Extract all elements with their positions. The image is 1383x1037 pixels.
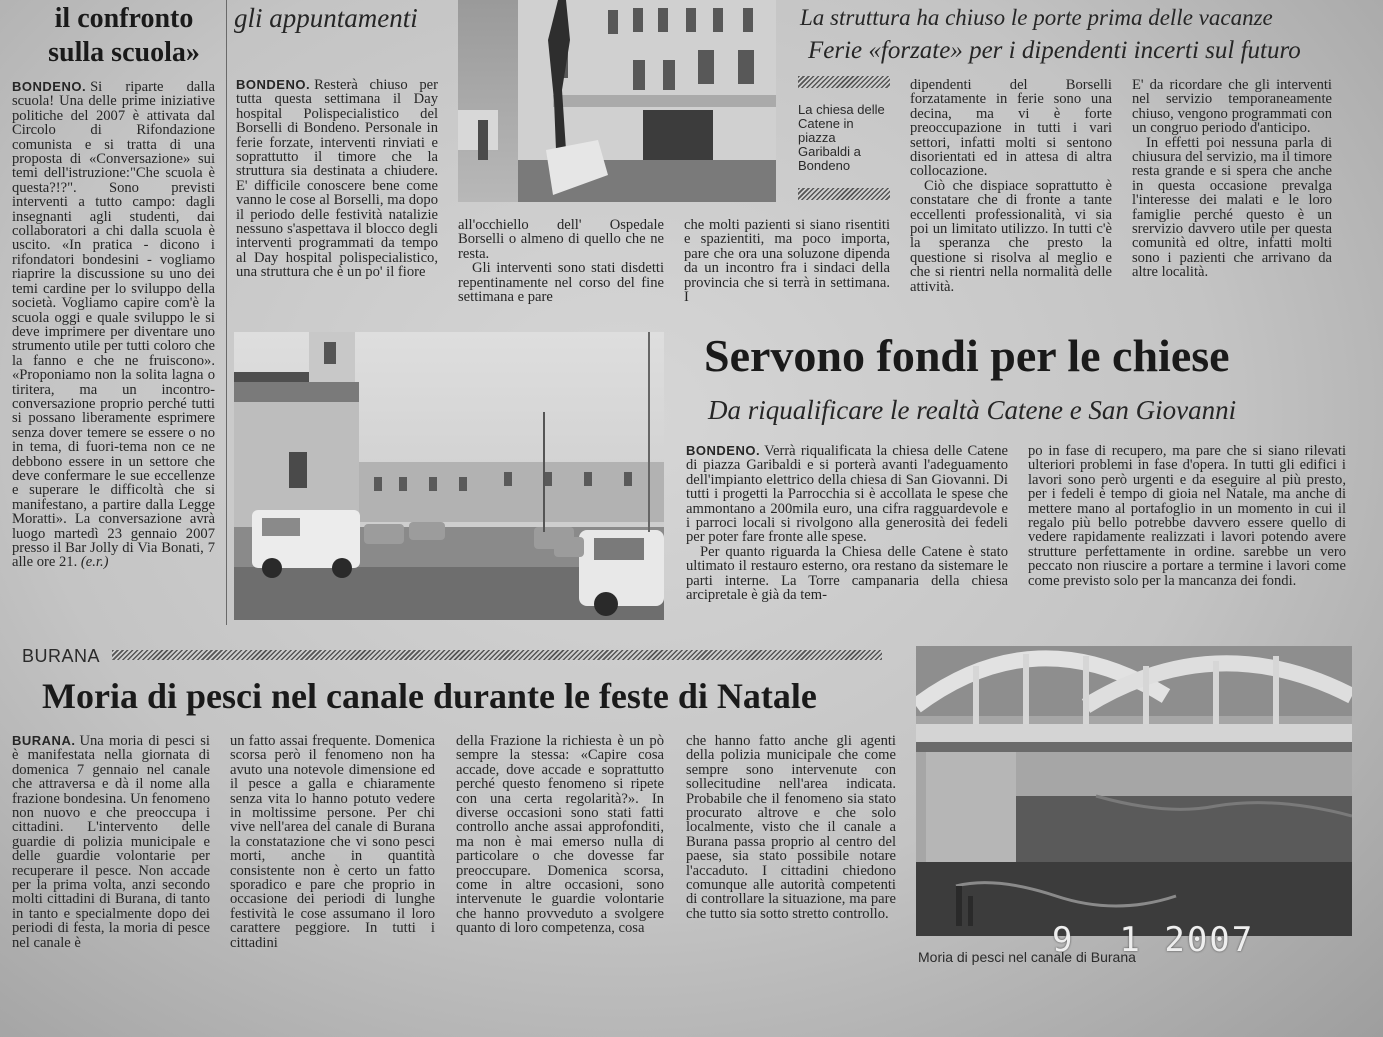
photo-chiesa-catene xyxy=(458,0,776,202)
churches-subhead: Da riqualificare le realtà Catene e San Giovanni xyxy=(708,395,1237,425)
top-middle-headline: gli appuntamenti xyxy=(234,3,418,33)
top-right-headline: Ferie «forzate» per i dipendenti incerti sul futuro xyxy=(808,37,1301,64)
caption-hatch xyxy=(798,76,890,88)
section-rule xyxy=(112,650,882,660)
dateline: BURANA. xyxy=(12,734,76,748)
signature: (e.r.) xyxy=(80,554,109,571)
top-left-headline xyxy=(44,2,204,70)
bridge-photo-art xyxy=(916,646,1352,936)
column-rule xyxy=(226,0,227,625)
top-right-kicker: La struttura ha chiuso le porte prima delle vacanze xyxy=(800,5,1273,30)
caption-hatch xyxy=(798,188,890,200)
headline-line: sulla scuola» xyxy=(48,37,200,68)
borselli-col-2 xyxy=(458,218,664,306)
article-text: della Frazione la richiesta è un pò sempre la stessa: «Capire cosa accade, dove accade e soprattutto perché questo fenomeno si ripete con una certa regolarità?». In diverse occasioni sono stati fatti controllo anche assai approfonditi, ma non è mai emerso nulla di particolare o che dovesse far preoccupare. Domenica scorsa, come in altre occasioni, sono intervenute le guardie volontarie che hanno provveduto a svolgere quanto di loro competenza, cosa xyxy=(456,734,664,937)
article-text: In effetti poi nessuna parla di chiusura del servizio, ma il timore resta grande e si spera che anche in questa occasione prevalga l'interesse dei malati e le loro famiglie perché questo è un srervizio davvero utile per questa comunità ed oltre, infatti molti sono i pazienti che arrivano da altre località. xyxy=(1132,134,1332,281)
article-text: che molti pazienti si siano risentiti e spazientiti, ma poco importa, pare che ora una soluzone dipenda da un incontro fra i sindaci della provincia che si terrà in settimana. I xyxy=(684,218,890,306)
borselli-col-5 xyxy=(1132,78,1332,306)
borselli-col-4 xyxy=(910,78,1112,306)
dateline: BONDENO. xyxy=(686,444,761,458)
borselli-col-1 xyxy=(236,78,438,306)
photo-canale-burana xyxy=(916,646,1352,936)
article-text: Ciò che dispiace soprattutto è constatare che di fronte a tante eccellenti professionalità, vi sia poi un limitato utilizzo. In tutti c'è la speranza che presto la questione si risolva al meglio e che si rientri nella normalità delle attività. xyxy=(910,177,1112,295)
article-text: Si riparte dalla scuola! Una delle prime iniziative politiche del 2007 è attivata dal Circolo di Rifondazione comunista e si tratta di una proposta di «Conversazione» sui temi dell'istruzione:"Che scuola è questa?!?". Sono previsti interventi a tutto campo: dagli insegnanti agli studenti, dai collaboratori a chi dalla scuola è uscito. «In pratica - dicono i rifondatori bondesini - vogliamo riaprire la discussione su uno dei temi cardine per lo sviluppo della società. Vogliamo capire com'è la scuola oggi e quale sviluppo le si deve imprimere per diventare uno strumento utile per tutti coloro che la fanno e che ne fruiscono». «Proponiamo non la solita lagna o tiritera, ma un incontro-conversazione proprio perché tutti si possano liberamente esprimere senza dover temere se essere o no in tema, di fuori-tema non ce ne debbono essere in un settore che deve confermare le sue eccellenze e superare le difficoltà che si manifestano, a partire dalla Legge Moratti». La conversazione avrà luogo martedì 23 gennaio 2007 presso il Bar Jolly di Via Bonati, 7 alle ore 21. xyxy=(12,80,215,571)
date-stamp: 9 1 2007 xyxy=(1052,920,1255,960)
statue-photo-art xyxy=(458,0,776,202)
borselli-col-3 xyxy=(684,218,890,306)
article-text: Resterà chiuso per tutta questa settimana il Day hospital Polispecialistico del Borselli di Bondeno. Personale in ferie forzate, interventi rinviati e soprattutto il timore che la struttura sia destinata a chiudere. E' difficile conoscere bene come vanno le cose al Borselli, ma dopo il periodo delle festività natalizie nessuno s'aspettava il blocco degli interventi programmati da tempo al Day hospital polispecialistico, una struttura che è un po' il fiore xyxy=(236,78,438,281)
top-left-body xyxy=(12,80,215,620)
article-text: dipendenti del Borselli forzatamente in ferie sono una decina, ma vi è forte preoccupazione in tutti i vari settori, infatti molti si sentono disorientati ed in attesa di altra collocazione. xyxy=(910,78,1112,180)
dateline: BONDENO. xyxy=(236,78,311,92)
burana-col-4 xyxy=(686,734,896,974)
photo-caption-catene: La chiesa delle Catene in piazza Garibaldi a Bondeno xyxy=(798,102,885,173)
article-text: un fatto assai frequente. Domenica scorsa però il fenomeno non ha avuto una notevole dimensione ed il pesce a galla e chiaramente senza vita lo hanno potuto vedere in moltissime persone. Per chi vive nell'area del canale di Burana la constatazione che vi sono pesci morti, anche in quantità consistente non è certo un fatto sporadico e pare che proprio in occasione dei periodi di lunghe festività le cose assumano il loro carattere peggiore. In tutti i cittadini xyxy=(230,734,435,951)
photo-caption-burana: Moria di pesci nel canale di Burana xyxy=(918,949,1136,965)
article-text: po in fase di recupero, ma pare che si siano rilevati ulteriori problemi in fase d'opera. In tutti gli edifici i lavori sono però urgenti e da eseguire al più presto, per i fedeli è tempo di gioia nel Natale, ma anche di mettere mano al portafoglio in un momento in cui il regalo più bello potrebbe davvero essere quello di vedere rapidamente realizzati i lavori potendo avere strutture perfettamente in ordine. sarebbe un vero peccato non riuscire a portare a termine i lavori come come previsto solo per la mancanza dei fondi. xyxy=(1028,444,1346,589)
dateline: BONDENO. xyxy=(12,80,87,94)
churches-col-1 xyxy=(686,444,1008,620)
article-text: Per quanto riguarda la Chiesa delle Catene è stato ultimato il restauro esterno, ora restano da sistemare le parti interne. La Torre campanaria della chiesa arcipretale è già da tem- xyxy=(686,543,1008,604)
photo-piazza-garibaldi xyxy=(234,332,664,620)
article-text: E' da ricordare che gli interventi nel servizio temporaneamente chiuso, vengono programmati con un congruo periodo d'anticipo. xyxy=(1132,78,1332,137)
burana-col-1 xyxy=(12,734,210,974)
piazza-photo-art xyxy=(234,332,664,620)
churches-headline: Servono fondi per le chiese xyxy=(704,330,1230,381)
churches-col-2 xyxy=(1028,444,1346,620)
section-label: BURANA xyxy=(22,646,101,666)
article-text: all'occhiello dell' Ospedale Borselli o almeno di quello che ne resta. xyxy=(458,218,664,262)
headline-line: il confronto xyxy=(54,3,194,34)
burana-headline: Moria di pesci nel canale durante le feste di Natale xyxy=(42,676,817,716)
article-text: che hanno fatto anche gli agenti della polizia municipale che come sempre sono intervenute con sollecitudine nell'area indicata. Probabile che il fenomeno sia stato procurato altrove e che solo localmente, visto che il canale a Burana passa proprio al centro del paese, sia stato possibile notare l'accaduto. I cittadini chiedono comunque alle autorità competenti di controllare la situazione, ma pare che tutto sia sotto stretto controllo. xyxy=(686,734,896,922)
article-text: Una moria di pesci si è manifestata nella giornata di domenica 7 gennaio nel canale che attraversa e dà il nome alla frazione bondesina. Un fenomeno non nuovo e che preoccupa i cittadini. L'intervento delle guardie di polizia municipale e delle guardie volontarie per recuperare il pesce. Non accade per la prima volta, anzi secondo molti cittadini di Burana, di tanto in tanto e specialmente dopo dei periodi di festa, la moria di pesce nel canale è xyxy=(12,734,210,951)
burana-col-3 xyxy=(456,734,664,974)
article-text: Verrà riqualificata la chiesa delle Catene di piazza Garibaldi e si porterà avanti l'adeguamento dell'impianto elettrico della chiesa di San Giovanni. Di tutti i progetti la Parrocchia si è accollata le spese che ammontano a 200mila euro, una cifra ragguardevole e i parroci locali si rivolgono alla generosità dei fedeli per poter fare fronte alle spese. xyxy=(686,444,1008,546)
burana-col-2 xyxy=(230,734,435,974)
article-text: Gli interventi sono stati disdetti repentinamente nel corso del fine settimana e pare xyxy=(458,260,664,306)
